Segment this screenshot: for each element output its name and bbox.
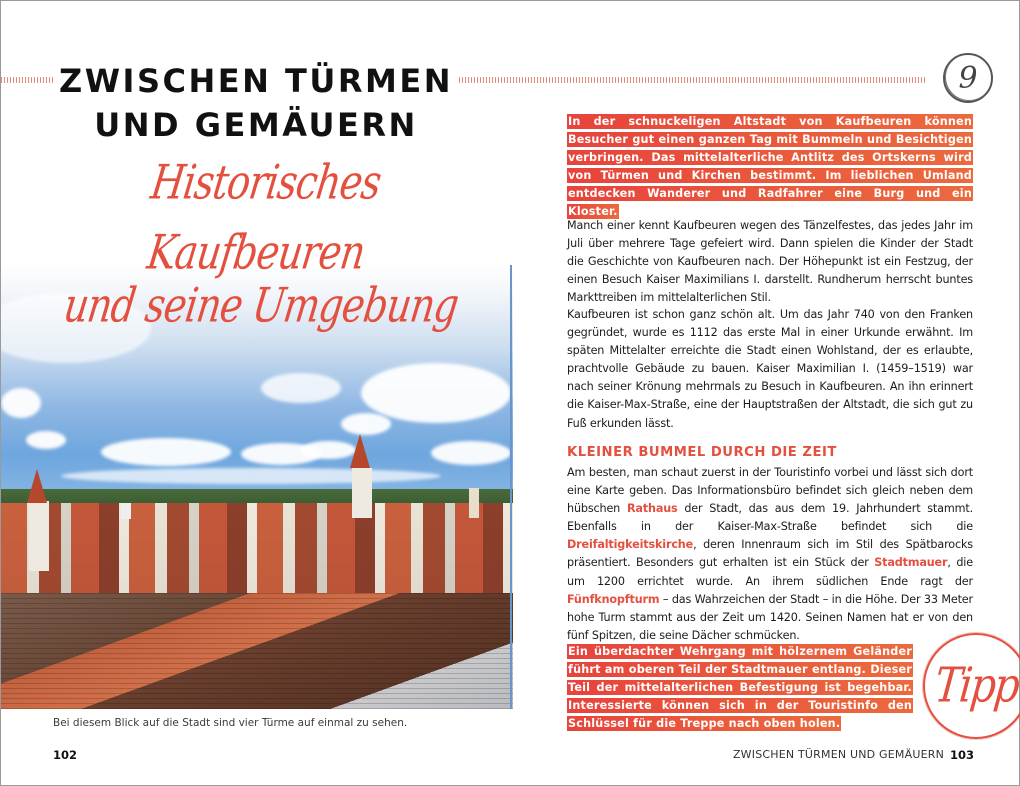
script-subtitle-line1: Historisches Kaufbeuren <box>144 154 385 280</box>
running-head: ZWISCHEN TÜRMEN UND GEMÄUERN <box>732 748 944 761</box>
page-number-left: 102 <box>53 748 78 762</box>
keyword-dreifaltigkeitskirche: Dreifaltigkeitskirche <box>567 538 694 552</box>
church-tower <box>29 501 49 571</box>
chapter-title <box>51 59 461 147</box>
text-run: Am besten, man schaut zuerst in der Touristinfo vorbei und lässt sich dort eine Karte geben. Das Informationsbüro befindet sich gleich neben dem hübschen <box>567 466 973 516</box>
keyword-fuenfknopfturm: Fünfknopfturm <box>567 592 660 606</box>
tip-paragraph <box>567 643 913 733</box>
cloud <box>431 441 511 465</box>
cloud <box>261 373 341 403</box>
keyword-rathaus: Rathaus <box>626 502 678 516</box>
text-run: – das Wahrzeichen der Stadt – in die Höhe. Der 33 Meter hohe Turm stammt aus der Zeit um 1420. Seinen Namen hat er von den fünf Spitzen, die seine Dächer schmücken. <box>567 592 973 642</box>
text-run: , die um 1200 errichtet wurde. An ihrem südlichen Ende ragt der <box>567 556 973 588</box>
body-paragraph <box>567 464 973 645</box>
rooftops-near <box>1 593 513 709</box>
body-paragraph: Manch einer kennt Kaufbeuren wegen des Tänzelfestes, das jedes Jahr im Juli über mehrere Tage gefeiert wird. Dann spielen die Kinder der Stadt die Geschichte von Kaufbeuren nach. Der Höhepunkt ist ein Festzug, der einen Besuch Kaiser Maximilians I. darstellt. Rundherum herrscht buntes Markttreiben im mittelalterlichen Stil. <box>567 219 973 305</box>
chapter-number-badge <box>943 53 993 103</box>
church-tower <box>121 503 131 519</box>
cloud <box>101 438 231 466</box>
chapter-title-line1: ZWISCHEN TÜRMEN <box>59 62 453 100</box>
intro-paragraph <box>567 113 973 222</box>
left-page <box>1 1 513 786</box>
church-tower <box>469 488 479 518</box>
cloud <box>26 431 66 449</box>
script-subtitle-line2: und seine Umgebung <box>60 277 462 333</box>
text-run: der Stadt, das aus dem 19. Jahrhundert stammt. Ebenfalls in der Kaiser-Max-Straße befindet sich die <box>567 502 973 534</box>
cloud <box>341 413 391 435</box>
decorative-dashed-rule <box>1 77 53 83</box>
body-paragraph: Kaufbeuren ist schon ganz schön alt. Um das Jahr 740 von den Franken gegründet, wurde es 1112 das erste Mal in einer Urkunde erwähnt. Im späten Mittelalter erreichte die Stadt einen Wohlstand, der es erlaubte, prachtvolle Gebäude zu bauen. Kaiser Maximilian I. (1459–1519) war nach seiner Krönung mehrmals zu Besuch in Kaufbeuren. An ihn erinnert die Kaiser-Max-Straße, eine der Hauptstraßen der Altstadt, die sich gut zu Fuß erkunden lässt. <box>567 308 973 430</box>
tipp-label: Tipp <box>931 658 1020 714</box>
tip-highlight: Ein überdachter Wehrgang mit hölzernem Geländer führt am oberen Teil der Stadtmauer entlang. Dieser Teil der mittelalterlichen Befestigung ist begehbar. Interessierte können sich in der Touristinfo den Schlüssel für die Treppe nach oben holen. <box>568 645 912 731</box>
cloud <box>1 388 41 418</box>
photo-edge <box>510 265 512 709</box>
section-heading: KLEINER BUMMEL DURCH DIE ZEIT <box>567 445 837 460</box>
script-subtitle <box>41 154 481 333</box>
intro-highlight: In der schnuckeligen Altstadt von Kaufbeuren können Besucher gut einen ganzen Tag mit Bummeln und Besichtigen verbringen. Das mittelalterliche Antlitz des Ortskerns wird von Türmen und Kirchen bestimmt. Im lieblichen Umland entdecken Wanderer und Radfahrer eine Burg und ein Kloster. <box>568 115 972 219</box>
cloud <box>361 363 511 423</box>
right-page <box>513 1 1020 786</box>
chapter-number: 9 <box>958 60 978 96</box>
chapter-title-line2: UND GEMÄUERN <box>94 106 418 144</box>
cloud <box>301 441 356 459</box>
church-tower <box>352 468 372 518</box>
decorative-dashed-rule <box>459 77 513 83</box>
page-number-right: 103 <box>949 748 974 762</box>
photo-caption: Bei diesem Blick auf die Stadt sind vier Türme auf einmal zu sehen. <box>53 717 408 729</box>
tipp-badge <box>923 633 1020 739</box>
cloud <box>61 468 441 484</box>
keyword-stadtmauer: Stadtmauer <box>874 556 948 570</box>
text-run: , deren Innenraum sich im Stil des Spätbarocks präsentiert. Besonders gut erhalten ist ein Stück der <box>567 538 973 570</box>
decorative-dashed-rule <box>513 77 925 83</box>
